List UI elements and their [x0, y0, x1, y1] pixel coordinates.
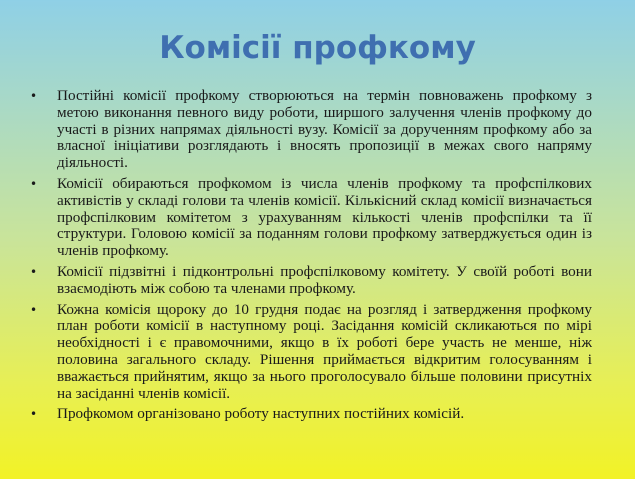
- bullet-text: Комісії підзвітні і підконтрольні профспілковому комітету. У своїй роботі вони взаємодіють між собою та членами профкому.: [57, 262, 592, 297]
- bullet-item: [30, 264, 592, 298]
- slide-title: Комісії профкому: [159, 30, 476, 66]
- bullet-item: [30, 176, 592, 260]
- bullet-icon: •: [30, 176, 38, 191]
- bullet-icon: •: [30, 302, 38, 317]
- bullet-item: [30, 302, 592, 403]
- bullet-text: Профкомом організовано роботу наступних постійних комісій.: [57, 405, 465, 423]
- bullet-text: Кожна комісія щороку до 10 грудня подає на розгляд і затвердження профкому план роботи комісії в наступному році. Засідання комісій скликаються по мірі необхідності і є правомочними, якщо в їх роботі бере участь не менше, ніж половина загального складу. Рішення приймається відкритим голосуванням і вважається прийнятим, якщо за нього проголосувало більше половини присутніх на засіданні членів комісії.: [57, 300, 592, 402]
- bullet-item: [30, 88, 592, 172]
- bullet-text: Комісії обираються профкомом із числа членів профкому та профспілкових активістів у складі голови та членів комісії. Кількісний склад комісії визначається профспілковим комітетом з урахуванням кількості членів профспілки та її структури. Головою комісії за поданням голови профкому затверджується один із членів профкому.: [57, 174, 592, 260]
- bullet-item: [30, 406, 592, 423]
- bullet-icon: •: [30, 89, 38, 103]
- bullet-icon: •: [30, 407, 38, 422]
- bullet-list: [30, 88, 592, 427]
- bullet-icon: •: [30, 264, 38, 279]
- bullet-text: Постійні комісії профкому створюються на термін повноважень профкому з метою виконання певного виду роботи, ширшого залучення членів профкому до участі в різних напрямах діяльності вузу. Комісії за дорученням профкому або за власної ініціативи розглядають і вносять пропозиції в межах свого напряму діяльності.: [57, 87, 592, 172]
